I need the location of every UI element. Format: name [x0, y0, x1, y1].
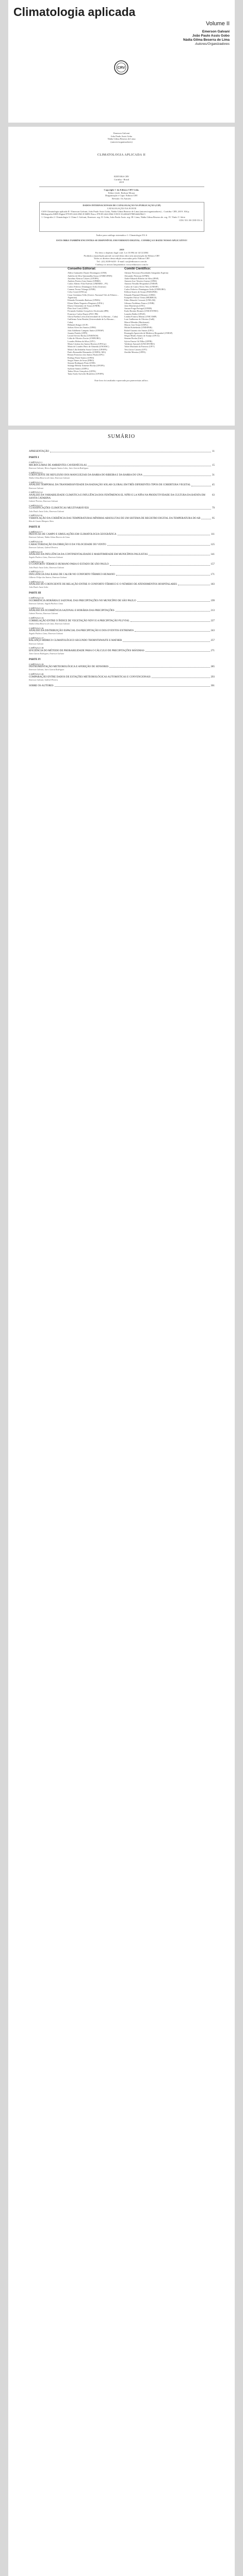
toc-row-page: 285: [210, 666, 215, 669]
council-member: Carmen Tereza Velanga (UNIR): [68, 288, 95, 291]
publisher-block: [8, 175, 235, 184]
council-member: Helmuth Krüger (UCP): [68, 323, 88, 326]
toc-chapter-number: CAPÍTULO 14: [29, 606, 44, 609]
council-member: Tania Suely Azevedo Brasileiro (UFOPA): [68, 372, 104, 376]
council-member: Jairo Marchesan (UNC): [124, 304, 145, 307]
toc-dots: [149, 553, 209, 555]
toc-dots: [145, 650, 210, 652]
catalog-subtitle: CATALOGAÇÃO NA FONTE: [107, 207, 137, 210]
toc-row-label: ANÁLISE DA OCORRÊNCIA SAZONAL E HORÁRIA DAS PRECIPITAÇÕES: [29, 609, 115, 613]
council-member: Valter Machado da Fonseca (UFV): [124, 345, 155, 348]
council-member: Lídia de Oliveira Xavier (UNIEURO): [68, 337, 101, 340]
toc-row-label: ANÁLISE DA INFLUÊNCIA DA CONTINENTALIDADE E MARITIMIDADE EM MUNICÍPIOS PAULISTAS: [29, 553, 148, 556]
toc-dots: [50, 450, 211, 452]
toc-chapter-number: CAPÍTULO 3: [29, 481, 43, 484]
council-member: Simone Rodrigues Pinto (UNB): [68, 362, 95, 365]
toc-chapter-number: CAPÍTULO 20: [29, 673, 44, 676]
cover-author: Nádia Gilma Beserra de Lima: [183, 38, 230, 42]
catalog-isbn: Bibliografia ISBN Digital 978-85-444-2963-8 ISBN Físico 978-85-444-2964-5 DOI 10.24824/978854442964.5: [41, 213, 145, 216]
council-member: Jussara Fraga Portugal (UNEB): [124, 307, 152, 310]
catalog-cdd-code: CDU 551.58 CDD 551.6: [179, 218, 202, 222]
council-member: Paulo Romualdo Hernandes (UNIFAL-MG): [68, 350, 106, 353]
toc-row-page: 31: [212, 474, 215, 477]
toc-row-label: CLASSIFICAÇÕES CLIMÁTICAS MULTIVARIÁVEIS: [29, 507, 89, 510]
rights-block: [39, 248, 204, 266]
council-member: Antônio Pereira Gaio Júnior (UFRRJ): [68, 280, 101, 283]
council-member: Carlos Federico Dominguez Avila (UNIEURO): [124, 288, 166, 291]
header-line: Emerson Galvani: [113, 132, 130, 134]
toc-row-page: 15: [212, 464, 215, 467]
cover-authors: [183, 30, 230, 46]
catalog-card: [39, 202, 204, 232]
council-member: Alexandre Pierezan (UFMS): [124, 274, 150, 277]
council-member: Leandro Baller (UFGD): [124, 312, 145, 315]
toc-chapter-number: CAPÍTULO 6: [29, 514, 43, 517]
council-member: Cesar Gerónimo Tello (Univer .Nacional Três de Febrero – Argentina): [68, 293, 119, 299]
toc-row-page: 227: [210, 619, 215, 622]
catalog-entry: C639 Climatologia aplicada II / Emerson Galvani, João Paulo Assis Gobo, Nádia Gilma Beserra de Lima (autores/organizadores) – Curitiba: CRV, 2019. 304 p.: [41, 210, 190, 213]
council-member: Maria Cristina dos Santos Bezerra (UFSCar): [68, 343, 107, 346]
toc-row-page: 171: [210, 573, 215, 576]
council-member: Guillermo Arias Beatón (Universidade de La Havana – Cuba): [68, 318, 116, 324]
toc-chapter-authors: Gilberto Felipe dos Santos; Emerson Galvani: [29, 576, 67, 579]
publisher-line: Curitiba - Brasil: [114, 178, 129, 181]
toc-chapter-number: CAPÍTULO 16: [29, 626, 44, 630]
council-member: Aldira Guimarães Duarte Domínguez (UNB): [68, 272, 107, 275]
copyright-line: Editor-chefe: Railson Moura: [108, 191, 135, 194]
council-member: Rafael Guarato dos Santos (UFG): [124, 329, 154, 332]
toc-row-page: 199: [210, 599, 215, 602]
toc-chapter-number: CAPÍTULO 17: [29, 636, 44, 639]
council-member: Sydione Santos (UEPG): [68, 367, 89, 370]
council-member: Eduardo Fernandes Barbosa (UFMG): [68, 299, 101, 302]
toc-chapter-authors: Jairo Garcia Rodrigues; Emerson Galvani: [29, 652, 64, 655]
toc-chapter-authors: Nádia Gilma Beserra de Lima; Emerson Galvani: [29, 622, 70, 625]
toc-dots: [135, 630, 209, 632]
svg-text:CRV: CRV: [117, 66, 125, 70]
cover-page: [8, 0, 235, 123]
council-right-head: Comitê Científico:: [124, 267, 151, 270]
editorial-council: [68, 268, 176, 376]
council-member: Francisco Carlos Duarte (PUC-PR): [68, 312, 99, 315]
toc-dots: [110, 563, 210, 565]
council-member: Fernando Antônio Gonçalves Alcoforado (IPB): [68, 310, 109, 313]
toc-row-label: OCORRÊNCIA HORÁRIA E SAZONAL DAS PRECIPITAÇÕES NO MUNICÍPIO DE SÃO PAULO: [29, 599, 136, 602]
toc-row-label: CORRELAÇÃO ENTRE O ÍNDICE DE VEGETAÇÃO NDVI E A PRECIPITAÇÃO PLUVIAL: [29, 619, 130, 622]
toc-row-page: 141: [210, 553, 215, 556]
toc-dots: [137, 600, 210, 602]
toc-chapter-number: CAPÍTULO 4: [29, 491, 43, 494]
council-member: Michel Kobelinski (UNESPAR): [124, 326, 152, 329]
toc-dots: [191, 484, 211, 486]
toc-row: [29, 484, 215, 487]
toc-chapter-authors: Gabriel Pereira; Emerson Galvani: [29, 612, 58, 615]
toc-dots: [88, 464, 211, 466]
toc-row: [29, 450, 215, 453]
toc-row-label: SOBRE OS AUTORES: [29, 684, 54, 687]
council-member: Josania Portela (UFPI): [68, 331, 88, 334]
rights-year: 2019: [119, 248, 124, 251]
council-member: Lourdes Helena da Silva (UFV): [68, 340, 95, 343]
table-of-contents: [29, 450, 215, 688]
council-member: Simone Rocha (UnC): [124, 337, 143, 340]
toc-chapter-authors: João Paulo Assis Gobo; Emerson Galvani: [29, 566, 64, 569]
toc-row-page: 257: [210, 639, 215, 642]
toc-row-page: 157: [210, 563, 215, 566]
cover-title: Climatologia aplicada: [13, 5, 136, 19]
toc-chapter-number: CAPÍTULO 12: [29, 580, 44, 583]
council-member: Celso Conti (UFSCar): [68, 291, 87, 294]
cover-volume: Volume II: [206, 21, 230, 27]
header-line: João Paulo Assis Gobo: [110, 134, 133, 138]
council-member: André Eduardo Ribeiro da Silva (IFSP): [124, 277, 159, 280]
digital-edition-note: ESTA OBRA TAMBÉM ENCONTRA-SE DISPONÍVEL EM FORMATO DIGITAL. CONHEÇA E BAIXE NOSSO APLICATIVO!: [56, 239, 187, 242]
toc-part-label: PARTE III: [29, 592, 41, 595]
council-member: Vera Lúcia Caixeta (UFT): [124, 348, 147, 351]
copyright-line: Diagramação e Capa: Editora CRV: [105, 194, 138, 197]
toc-row-page: 111: [210, 533, 215, 536]
toc-chapter-authors: Gabriel Pereira; Emerson Galvani: [29, 500, 58, 503]
toc-chapter-authors: Emerson Galvani: [29, 642, 44, 645]
toc-dots: [116, 573, 210, 575]
council-member: Zenilde Moreira (UFPA): [124, 350, 146, 353]
council-member: Marcio Jose Ornat (UEPG): [124, 323, 148, 326]
rights-line: Todos os direitos desta edição reservados pela: Editora CRV: [93, 257, 150, 260]
toc-dots: [107, 544, 210, 546]
council-left-head: Conselho Editorial:: [68, 267, 96, 270]
toc-row-label: ANÁLISE DA VARIABILIDADE CLIMÁTICA E INFLUÊNCIA DOS FENÔMENOS EL NIÑO E LA NIÑA NA PRODUTIVIDADE DA CULTURA DA BATATA EM SANTA CATARINA: [29, 494, 205, 500]
toc-chapter-authors: Emerson Galvani; Jairo Garcia Rodrigues: [29, 668, 64, 671]
toc-chapter-authors: Emerson Galvani; Nádia Gilma Beserra de Lima: [29, 536, 70, 539]
toc-chapter-number: CAPÍTULO 1: [29, 461, 43, 464]
toc-chapter-authors: Emerson Galvani; Heros Augusto Santos Lobo; Jairo Garcia Rodrigues: [29, 466, 89, 469]
toc-chapter-number: CAPÍTULO 2: [29, 471, 43, 474]
toc-chapter-number: CAPÍTULO 15: [29, 617, 44, 620]
publisher-line: 2019: [119, 181, 124, 183]
toc-row-label: COEFICIENTE DE REFLEXÃO DOS MANGUEZAIS DA BARRA DO RIBEIRA E DA BARRA DO UNA: [29, 474, 143, 477]
crv-logo-icon: [114, 60, 129, 75]
toc-chapter-number: CAPÍTULO 19: [29, 663, 44, 666]
council-member: Marcel Mendes (Mackenzie): [124, 320, 150, 324]
header-line: Nádia Gilma Beserra de Lima: [107, 138, 136, 140]
council-member: Renato Francisco dos Santos Paula (UFG): [68, 353, 104, 357]
council-member: Maria de Lourdes Pinto de Almeida (UNOESC): [68, 345, 109, 348]
toc-part-label: PARTE IV: [29, 658, 41, 661]
toc-row-label: APRESENTAÇÃO: [29, 450, 50, 453]
toc-title: SUMÁRIO: [107, 434, 136, 439]
council-member: Carlos de Castro Neves Neto (UNESP): [124, 285, 158, 288]
council-member: Élsio José Corá (UFFS): [68, 307, 88, 310]
toc-dots: [123, 639, 209, 641]
toc-row-label: ANÁLISE TEMPORAL DA TRANSMISSIVIDADE DA RADIAÇÃO SOLAR GLOBAL EM TRÊS DIFERENTES TIPOS DE COBERTURA VEGETAL: [29, 484, 191, 487]
toc-chapter-number: CAPÍTULO 9: [29, 550, 43, 553]
rights-line: Tel.: (41) 3039-6418 - E-mail: sac@editoracrv.com.br: [96, 260, 147, 263]
toc-dots: [143, 474, 211, 476]
toc-row-page: 293: [210, 675, 215, 679]
toc-row-label: PRÁTICAS DE CAMPO E SIMULAÇÕES EM CLIMATOLOGIA GEOGRÁFICA: [29, 533, 117, 536]
toc-dots: [201, 517, 211, 519]
toc-chapter-number: CAPÍTULO 11: [29, 570, 44, 573]
toc-row-label: BALANÇO HÍDRICO CLIMATOLÓGICO SEGUNDO THORNTHWAITE E MATHER: [29, 639, 122, 642]
toc-row-label: COMPARAÇÃO ENTRE DADOS DE ESTAÇÕES METEOROLÓGICAS AUTOMÁTICAS E CONVENCIONAIS: [29, 675, 151, 679]
catalog-index: Índice para catálogo sistemático 1. Climatologia 551.6: [96, 234, 148, 236]
toc-chapter-authors: Emerson Galvani; Gabriel Pereira: [29, 678, 58, 681]
toc-row-page: 79: [212, 507, 215, 510]
council-member: Euripedes Falcao Vieira (IHGRRGS): [124, 296, 157, 299]
council-note: Este livro foi avaliado e aprovado por pareceristas ad hoc.: [94, 379, 149, 382]
council-member: Luiz Guilherme de Oliveira (UnB): [124, 318, 155, 321]
book-title: CLIMATOLOGIA APLICADA II: [97, 154, 146, 157]
council-member: Gilmara Yoshihara Franco (UNIR): [124, 301, 155, 304]
toc-row-page: 243: [210, 629, 215, 632]
toc-row-page: 45: [212, 484, 215, 487]
council-member: Elione Maria Nogueira Diogenes (UFAL): [68, 301, 104, 304]
toc-row-label: O CONFORTO TÉRMICO HUMANO PARA O ESTADO DE SÃO PAULO: [29, 563, 109, 566]
toc-chapter-number: CAPÍTULO 8: [29, 540, 43, 544]
toc-chapter-authors: Angela Pacheco Lima; Emerson Galvani: [29, 556, 63, 559]
council-member: Rodrigo Pratte-Santos (UFES): [68, 356, 94, 359]
toc-row-label: ANÁLISE DO COEFICIENTE DE RELAÇÃO ENTRE O CONFORTO TÉRMICO E O NÚMERO DE ATENDIMENTOS HOSPITALARES: [29, 583, 177, 586]
copyright-line: Copyright © da Editora CRV Ltda.: [104, 189, 139, 191]
toc-dots: [178, 583, 209, 585]
toc-chapter-authors: Emerson Galvani: [29, 486, 44, 489]
contents-page: [8, 430, 235, 2576]
rights-line: Proibida a reprodução parcial ou total desta obra sem autorização da Editora CRV: [84, 254, 160, 257]
toc-row-page: 271: [210, 649, 215, 652]
toc-dots: [90, 507, 211, 509]
toc-dots: [118, 533, 210, 535]
copyright-lines: [8, 189, 235, 200]
council-member: Carlos Federico Dominguez Avila (Unieuro): [68, 285, 106, 288]
toc-row-label: CARACTERIZAÇÃO DA DIREÇÃO E DA VELOCIDADE DO VENTO: [29, 543, 106, 546]
title-page-header: [8, 132, 235, 143]
toc-row-page: 213: [210, 609, 215, 613]
toc-dots: [131, 620, 209, 622]
council-member: Jailson Alves dos Santos (UFRJ): [68, 326, 96, 329]
cover-author: João Paulo Assis Gobo: [192, 34, 230, 38]
rights-line: Conheça os nossos lançamentos: www.editoracrv.com.br: [95, 263, 149, 266]
council-member: João Adalberto Campato Junior (UNESP): [68, 329, 104, 332]
toc-chapter-authors: Emerson Galvani; Gabriel Pereira: [29, 546, 58, 549]
council-member: Lindon Fonseca Matias (UNICAMP): [124, 315, 157, 318]
toc-dots: [55, 685, 210, 687]
council-right-column: [124, 268, 176, 376]
toc-row-page: 183: [210, 583, 215, 586]
toc-chapter-authors: João Paulo Assis Gobo: [29, 586, 48, 589]
header-line: (autores/organizadores): [110, 140, 133, 143]
front-matter-page: [8, 127, 235, 426]
toc-row-label: MICROCLIMAS DE AMBIENTES CAVERNÍCOLAS: [29, 464, 87, 467]
toc-chapter-number: CAPÍTULO 5: [29, 504, 43, 507]
council-member: Valdemir Antoneli (UNICENTRO): [124, 343, 155, 346]
council-member: Antonio Jose Teixeira Guerra (UFRJ): [124, 280, 157, 283]
council-member: Tadeu Oliver Gonçalves (UFPA): [68, 369, 96, 372]
council-member: Edilson Soares de Souza (FABAPAR): [124, 291, 157, 294]
council-member: Sylvio Fausto Gil Filho (UFPR): [124, 340, 152, 343]
toc-chapter-number: CAPÍTULO 13: [29, 597, 44, 600]
council-member: Rosangela Aparecida de Medeiros Hespanhol (UNESP): [124, 331, 173, 334]
toc-row-label: EFICIÊNCIA DO MÉTODO DE PROBABILIDADE PARA O CÁLCULO DE PRECIPITAÇÕES MÁXIMAS: [29, 649, 144, 652]
catalog-cdd: 1. Geografia 2. Climatologia 3. Clima I. Galvani, Emerson. org. II. Gobo, João Paulo Assis. org. III. Lima, Nádia Gilma Beserra de. org. IV. Título V. Série: [41, 216, 185, 219]
toc-part-label: PARTE II: [29, 526, 40, 529]
cover-organizers: Autores/Organizadores: [195, 42, 230, 46]
toc-chapter-authors: Rita de Cassia Marques Alves: [29, 520, 54, 523]
toc-dots: [109, 666, 209, 668]
toc-row-page: 63: [212, 494, 215, 497]
council-member: Anselmo Alencar Colares (UFOPA): [68, 277, 99, 280]
toc-row: [29, 685, 215, 688]
council-member: Maria Lília Imbiriba Sousa Colares (UFOPA): [68, 348, 107, 351]
toc-row-label: ANÁLISE DA DISTRIBUIÇÃO ESPACIAL DA PRECIPITAÇÃO E DOS EVENTOS EXTREMOS: [29, 629, 134, 632]
toc-row-label: INSTRUMENTAÇÃO METEOROLÓGICA E AFERIÇÃO DE SENSORES: [29, 666, 109, 669]
toc-chapter-authors: Angela Pacheco Lima; Emerson Galvani: [29, 632, 63, 635]
toc-dots: [116, 609, 210, 612]
toc-row-label: VERIFICAÇÃO DA COERÊNCIA DAS TEMPERATURAS MÍNIMAS ABSOLUTAS DE UM SISTEMA DE REGISTRO DIGITAL DA TEMPERATURA DO AR: [29, 517, 201, 520]
council-member: Karla Rosário Brumes (UNICENTRO): [124, 310, 158, 313]
cover-author: Emerson Galvani: [202, 30, 230, 33]
council-member: Sérgio Murilo Santos de Araújo (UFCG): [124, 334, 160, 337]
toc-chapter-number: CAPÍTULO 18: [29, 647, 44, 650]
council-member: Solange Helena Ximenes-Rocha (UFOPA): [68, 364, 105, 367]
rights-line: Foi feito o depósito legal conf. Lei 10.994 de 14/12/2004: [95, 251, 149, 254]
council-left-column: [68, 268, 119, 376]
copyright-line: Revisão: Os Autores: [112, 197, 131, 200]
toc-row-page: 125: [210, 543, 215, 546]
toc-row-page: 95: [212, 517, 215, 520]
toc-chapter-authors: Nádia Gilma Beserra de Lima; Emerson Galvani: [29, 477, 70, 480]
toc-row-page: 11: [212, 450, 215, 453]
council-member: Elizeu Clementino de Souza (UNEB): [68, 304, 100, 307]
toc-chapter-authors: João Paulo Assis Gobo; Emerson Galvani: [29, 510, 64, 513]
council-member: Carlos Alberto Vilar Estêvão (UMINHO – PT): [68, 282, 108, 285]
council-member: Leonel Severo Rocha (UNISINOS): [68, 334, 99, 337]
council-member: Andréia da Silva Quintanilha Sousa (UNIR/UFRN): [68, 274, 112, 277]
council-member: Eduardo Pimentel Menezes (UERJ): [124, 293, 155, 296]
toc-chapter-authors: Emerson Galvani; Angela Pacheco Lima: [29, 602, 63, 605]
toc-chapter-number: CAPÍTULO 10: [29, 561, 44, 564]
toc-row-page: 301: [210, 684, 215, 687]
council-member: Sergio Nunes de Jesus (IFRO): [68, 359, 94, 362]
council-member: Fabio Eduardo Cressoni (UNILAB): [124, 299, 156, 302]
council-member: Gloria Fariñas León (Universidade de La Havana – Cuba): [68, 315, 118, 318]
council-member: Adriane Piovezan (Faculdades Integradas Espírita): [124, 272, 169, 275]
toc-row: [29, 517, 215, 520]
toc-row-label: INFLUÊNCIA DAS ILHAS DE CALOR NO CONFORTO TÉRMICO HUMANO: [29, 573, 115, 576]
toc-dots: [152, 676, 210, 678]
toc-part-label: PARTE I: [29, 456, 39, 460]
catalog-title: DADOS INTERNACIONAIS DE CATALOGAÇÃO NA PUBLICAÇÃO (CIP): [83, 204, 161, 207]
toc-chapter-number: CAPÍTULO 7: [29, 530, 43, 533]
council-member: Antonio Nivaldo Hespanhol (UNESP): [124, 282, 158, 285]
publisher-line: EDITORA CRV: [114, 175, 129, 178]
